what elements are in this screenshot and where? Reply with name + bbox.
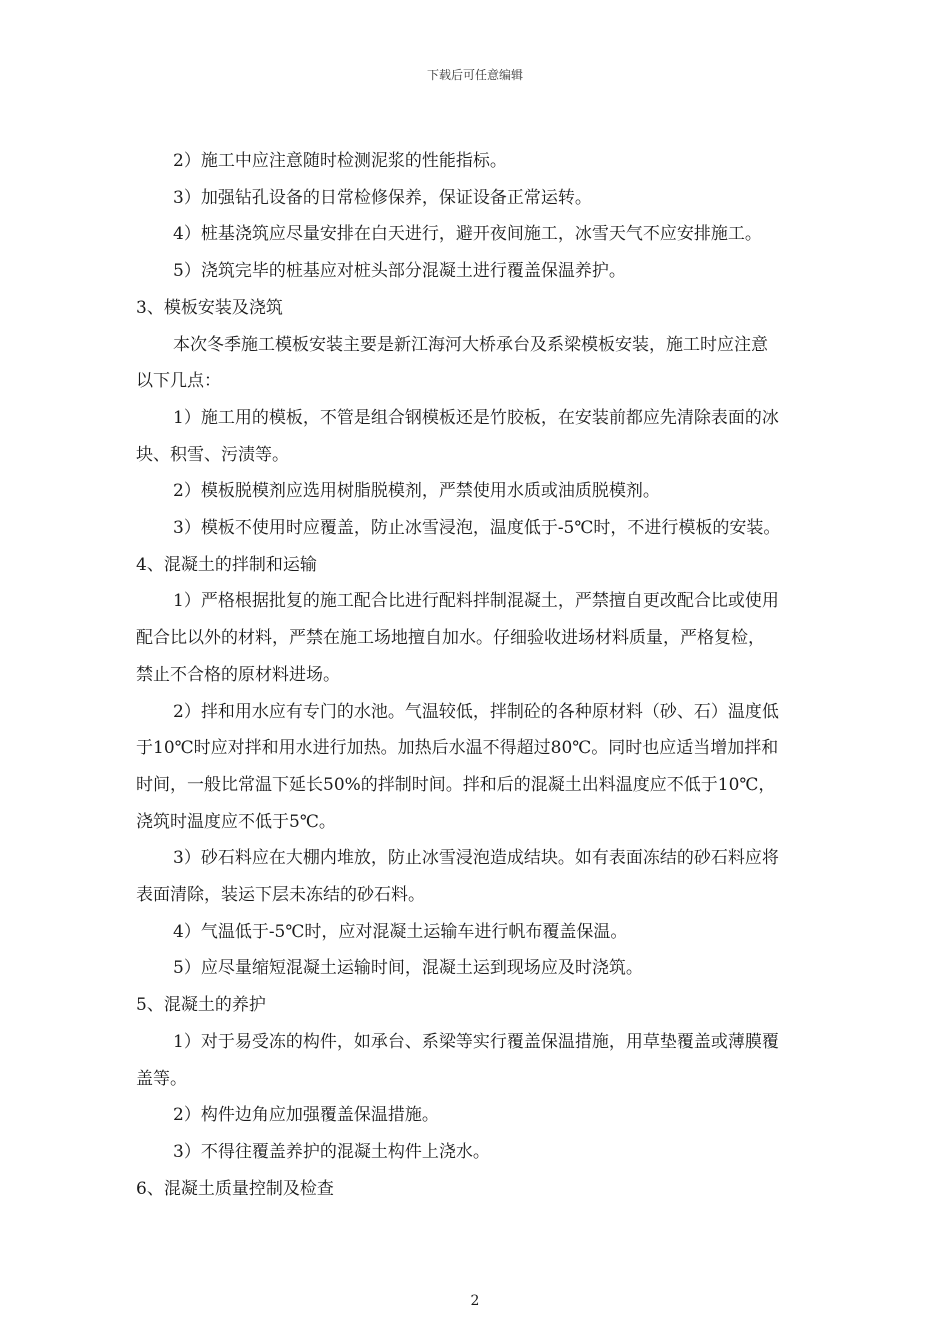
text-line: 盖等。 <box>136 1068 187 1089</box>
text-line: 3）不得往覆盖养护的混凝土构件上浇水。 <box>173 1141 490 1162</box>
text-line: 时间，一般比常温下延长50%的拌制时间。拌和后的混凝土出料温度应不低于10℃， <box>136 774 776 795</box>
text-line: 4、混凝土的拌制和运输 <box>136 554 317 575</box>
text-line: 6、混凝土质量控制及检查 <box>136 1178 334 1199</box>
text-line: 表面清除，装运下层未冻结的砂石料。 <box>136 885 425 906</box>
text-line: 本次冬季施工模板安装主要是新江海河大桥承台及系梁模板安装，施工时应注意 <box>173 334 768 355</box>
text-line: 配合比以外的材料，严禁在施工场地擅自加水。仔细验收进场材料质量，严格复检， <box>136 628 765 649</box>
text-line: 3）模板不使用时应覆盖，防止冰雪浸泡，温度低于-5℃时，不进行模板的安装。 <box>173 518 781 539</box>
text-line: 2）施工中应注意随时检测泥浆的性能指标。 <box>173 151 507 171</box>
page-header: 下载后可任意编辑 <box>426 68 523 82</box>
text-line: 块、积雪、污渍等。 <box>136 444 289 465</box>
text-line: 以下几点： <box>136 371 221 392</box>
text-line: 2）模板脱模剂应选用树脂脱模剂，严禁使用水质或油质脱模剂。 <box>173 481 660 502</box>
text-line: 3、模板安装及浇筑 <box>136 297 283 318</box>
text-line: 于10℃时应对拌和用水进行加热。加热后水温不得超过80℃。同时也应适当增加拌和 <box>136 738 779 759</box>
text-line: 5）浇筑完毕的桩基应对桩头部分混凝土进行覆盖保温养护。 <box>173 261 626 282</box>
text-line: 2）拌和用水应有专门的水池。气温较低，拌制砼的各种原材料（砂、石）温度低 <box>173 701 779 722</box>
text-line: 4）气温低于-5℃时，应对混凝土运输车进行帆布覆盖保温。 <box>173 921 628 942</box>
text-line: 2）构件边角应加强覆盖保温措施。 <box>173 1105 439 1126</box>
text-line: 浇筑时温度应不低于5℃。 <box>136 811 336 832</box>
text-line: 5）应尽量缩短混凝土运输时间，混凝土运到现场应及时浇筑。 <box>173 958 643 979</box>
text-line: 3）砂石料应在大棚内堆放，防止冰雪浸泡造成结块。如有表面冻结的砂石料应将 <box>173 848 779 869</box>
text-line: 5、混凝土的养护 <box>136 995 266 1016</box>
text-line: 4）桩基浇筑应尽量安排在白天进行，避开夜间施工，冰雪天气不应安排施工。 <box>173 224 762 245</box>
text-line: 1）对于易受冻的构件，如承台、系梁等实行覆盖保温措施，用草垫覆盖或薄膜覆 <box>173 1031 779 1052</box>
text-line: 1）施工用的模板，不管是组合钢模板还是竹胶板，在安装前都应先清除表面的冰 <box>173 407 779 428</box>
text-line: 3）加强钻孔设备的日常检修保养，保证设备正常运转。 <box>173 187 592 208</box>
page-number: 2 <box>470 1293 480 1309</box>
text-line: 禁止不合格的原材料进场。 <box>136 664 340 685</box>
text-line: 1）严格根据批复的施工配合比进行配料拌制混凝土，严禁擅自更改配合比或使用 <box>173 591 779 612</box>
document-body <box>136 143 856 1207</box>
